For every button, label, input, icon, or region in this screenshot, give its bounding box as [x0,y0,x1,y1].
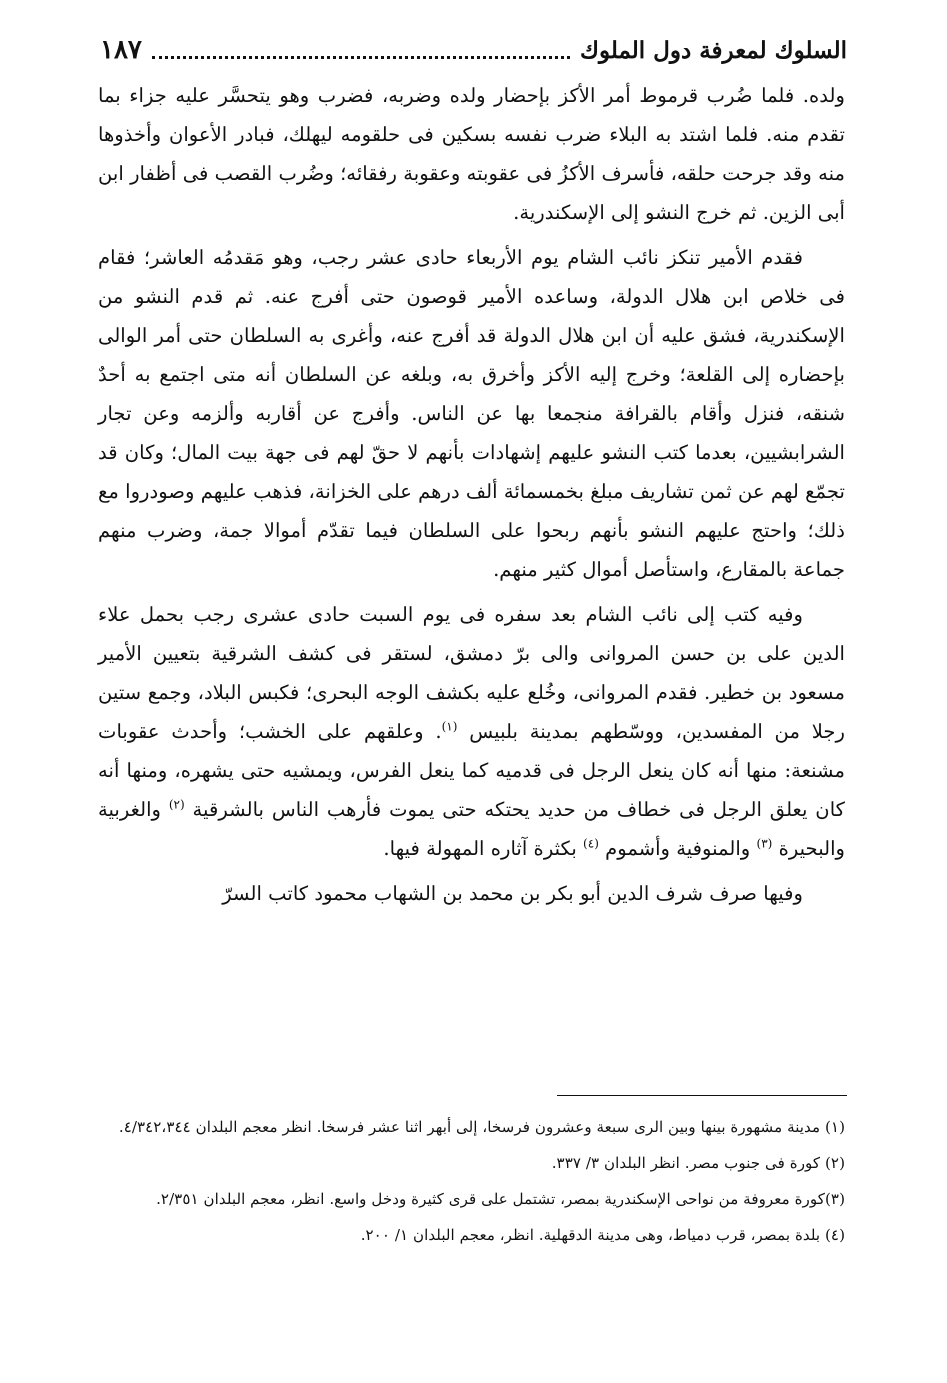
paragraph-1: ولده. فلما ضُرب قرموط أمر الأكز بإحضار ولده وضربه، فضرب وهو يتحسَّر عليه جزاء بما تقدم منه. فلما اشتد به البلاء ضرب نفسه بسكين فى حلقومه ليهلك، فبادر الأعوان وأخذوها منه وقد جرحت حلقه، فأسرف الأكزُ فى عقوبته وعقوبة رفقائه؛ وضُرب القصب فى أظفار ابن أبى الزين. ثم خرج النشو إلى الإسكندرية. [98,84,845,224]
footnote-3: (٣)كورة معروفة من نواحى الإسكندرية بمصر، تشتمل على قرى كثيرة ودخل واسع. انظر، معجم البلدان ٢/٣٥١. [156,1190,845,1208]
paragraph-4: وفيها صرف شرف الدين أبو بكر بن محمد بن الشهاب محمود كاتب السرّ [222,882,803,905]
footnote-1: (١) مدينة مشهورة بينها وبين الرى سبعة وعشرون فرسخا، إلى أبهر اثنا عشر فرسخا. انظر معجم البلدان ٤/٣٤٢،٣٤٤. [118,1118,845,1136]
footnote-ref-4[interactable]: (٤) [583,836,599,851]
running-title: السلوك لمعرفة دول الملوك [579,36,847,64]
footnote-2: (٢) كورة فى جنوب مصر. انظر البلدان ٣/ ٣٣٧. [551,1154,845,1172]
paragraph-3-text-e: بكثرة آثاره المهولة فيها. [383,837,584,860]
footnotes [98,1112,845,1256]
paragraph-3-text-a: وفيه كتب إلى نائب الشام بعد سفره فى يوم السبت حادى عشرى رجب بحمل علاء الدين على بن حسن المروانى والى برّ دمشق، لستقر فى كشف الشرقية بتعيين الأمير مسعود بن خطير. فقدم المروانى، وخُلع عليه بكشف الوجه البحرى؛ فكبس البلاد، وجمع ستين رجلا من المفسدين، ووسّطهم بمدينة بلبيس [98,603,845,743]
footnote-ref-3[interactable]: (٣) [756,836,773,851]
footnote-separator [557,1095,847,1096]
main-text [98,76,845,913]
paragraph-2: فقدم الأمير تنكز نائب الشام يوم الأربعاء حادى عشر رجب، وهو مَقدمُه العاشر؛ فقام فى خلاص ابن هلال الدولة، وساعده الأمير قوصون حتى أفرج عنه. ثم قدم النشو من الإسكندرية، فشق عليه أن ابن هلال الدولة قد أفرج عنه، وأغرى به السلطان حتى أمر الوالى بإحضاره إلى القلعة؛ وخرج إليه الأكز وأخرق به، وبلغه عن السلطان أنه متى اجتمع به أحدٌ شنقه، فنزل وأقام بالقرافة منجمعا بها عن الناس. وأفرج عن أقاربه وألزمه وعن تجار الشرابشيين، بعدما كتب النشو عليهم إشهادات بأنهم لا حقّ لهم فى جهة بيت المال؛ وكان قد تجمّع لهم عن ثمن تشاريف مبلغ بخمسمائة ألف درهم على الخزانة، فذهب عليهم وصودروا مع ذلك؛ واحتج عليهم النشو بأنهم ربحوا على السلطان فيما تقدّم أموالا جمة، وضرب منهم جماعة بالمقارع، واستأصل أموال كثير منهم. [98,246,845,581]
paragraph-3-text-c: والغربية والبحيرة [98,798,845,860]
running-header [100,30,847,70]
page-number: ١٨٧ [100,35,142,65]
footnote-ref-1[interactable]: (١) [441,719,458,734]
paragraph-3-text-d: والمنوفية وأشموم [605,837,757,860]
paragraph-3-text-b: . وعلقهم على الخشب؛ وأحدث عقوبات مشنعة: منها أنه كان ينعل الرجل فى قدميه كما ينعل الفرس، ويمشيه حتى يشهره، ومنها أنه كان يعلق الرجل فى خطاف من حديد يحتكه حتى يموت فأرهب الناس بالشرقية [98,720,845,821]
footnote-ref-2[interactable]: (٢) [168,797,185,812]
paragraph-3 [98,595,845,868]
leader-dots [152,56,570,59]
footnote-4: (٤) بلدة بمصر، قرب دمياط، وهى مدينة الدقهلية. انظر، معجم البلدان ١/ ٢٠٠. [360,1226,845,1244]
